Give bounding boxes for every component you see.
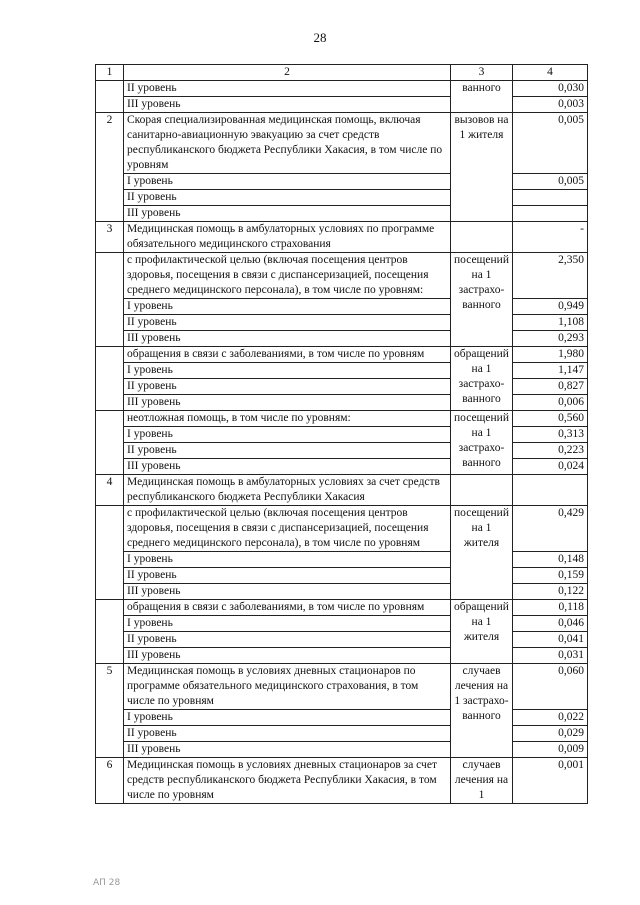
- value-cell: 0,022: [513, 710, 588, 726]
- value-cell: 0,313: [513, 427, 588, 443]
- row-number-cell: [96, 347, 124, 411]
- table-row: [96, 710, 588, 726]
- indicator-name-cell: II уровень: [124, 443, 451, 459]
- table-row: [96, 299, 588, 315]
- value-cell: 0,122: [513, 584, 588, 600]
- table-row: [96, 174, 588, 190]
- indicator-name-cell: Медицинская помощь в амбулаторных условиях за счет средств республиканского бюджета Республики Хакасия: [124, 475, 451, 506]
- table-row: [96, 395, 588, 411]
- value-cell: 0,293: [513, 331, 588, 347]
- value-cell: 0,041: [513, 632, 588, 648]
- value-cell: 0,827: [513, 379, 588, 395]
- indicator-name-cell: III уровень: [124, 206, 451, 222]
- value-cell: 0,009: [513, 742, 588, 758]
- unit-cell: случаев лечения на 1 застрахо-ванного: [451, 664, 513, 758]
- row-number-cell: [96, 411, 124, 475]
- value-cell: 0,046: [513, 616, 588, 632]
- value-cell: [513, 475, 588, 506]
- row-number-cell: 6: [96, 758, 124, 804]
- row-number-cell: [96, 600, 124, 664]
- table-row: [96, 616, 588, 632]
- value-cell: 0,148: [513, 552, 588, 568]
- indicator-name-cell: Медицинская помощь в амбулаторных условиях по программе обязательного медицинского страхования: [124, 222, 451, 253]
- value-cell: 0,029: [513, 726, 588, 742]
- table-row: [96, 190, 588, 206]
- table-header: [96, 65, 588, 81]
- value-cell: 1,147: [513, 363, 588, 379]
- indicator-name-cell: II уровень: [124, 190, 451, 206]
- value-cell: 0,006: [513, 395, 588, 411]
- indicator-name-cell: неотложная помощь, в том числе по уровням:: [124, 411, 451, 427]
- table-row: [96, 742, 588, 758]
- indicator-name-cell: II уровень: [124, 81, 451, 97]
- table-row: [96, 443, 588, 459]
- indicator-name-cell: II уровень: [124, 315, 451, 331]
- header-col-2: 2: [124, 65, 451, 81]
- row-number-cell: 2: [96, 113, 124, 222]
- medical-care-volume-table: [95, 64, 588, 804]
- value-cell: 0,159: [513, 568, 588, 584]
- header-col-1: 1: [96, 65, 124, 81]
- table-row: [96, 758, 588, 804]
- table-row: [96, 206, 588, 222]
- unit-cell: обращений на 1 застрахо-ванного: [451, 347, 513, 411]
- value-cell: 0,223: [513, 443, 588, 459]
- table-row: [96, 600, 588, 616]
- page-number: 28: [313, 30, 327, 45]
- indicator-name-cell: Скорая специализированная медицинская помощь, включая санитарно-авиационную эвакуацию за счет средств республиканского бюджета Республики Хакасия, в том числе по уровням: [124, 113, 451, 174]
- value-cell: 0,003: [513, 97, 588, 113]
- indicator-name-cell: I уровень: [124, 174, 451, 190]
- table-row: [96, 568, 588, 584]
- value-cell: 0,024: [513, 459, 588, 475]
- indicator-name-cell: Медицинская помощь в условиях дневных стационаров за счет средств республиканского бюджета Республики Хакасия, в том числе по уровням: [124, 758, 451, 804]
- indicator-name-cell: III уровень: [124, 648, 451, 664]
- indicator-name-cell: II уровень: [124, 632, 451, 648]
- unit-cell: посещений на 1 застрахо-ванного: [451, 253, 513, 347]
- value-cell: 0,060: [513, 664, 588, 710]
- unit-cell: [451, 475, 513, 506]
- unit-cell: вызовов на 1 жителя: [451, 113, 513, 222]
- indicator-name-cell: II уровень: [124, 379, 451, 395]
- indicator-name-cell: III уровень: [124, 97, 451, 113]
- value-cell: 0,118: [513, 600, 588, 616]
- table-row: [96, 475, 588, 506]
- indicator-name-cell: II уровень: [124, 568, 451, 584]
- unit-cell: случаев лечения на 1: [451, 758, 513, 804]
- value-cell: 1,980: [513, 347, 588, 363]
- table-row: [96, 726, 588, 742]
- table-row: [96, 506, 588, 552]
- table-row: [96, 222, 588, 253]
- indicator-name-cell: обращения в связи с заболеваниями, в том числе по уровням: [124, 600, 451, 616]
- table-row: [96, 379, 588, 395]
- row-number-cell: 5: [96, 664, 124, 758]
- value-cell: 0,030: [513, 81, 588, 97]
- table-row: [96, 97, 588, 113]
- table-row: [96, 253, 588, 299]
- value-cell: 1,108: [513, 315, 588, 331]
- row-number-cell: [96, 81, 124, 113]
- indicator-name-cell: обращения в связи с заболеваниями, в том числе по уровням: [124, 347, 451, 363]
- table-row: [96, 427, 588, 443]
- indicator-name-cell: с профилактической целью (включая посещения центров здоровья, посещения в связи с диспансеризацией, посещения среднего медицинского персонала), в том числе по уровням:: [124, 253, 451, 299]
- unit-cell: посещений на 1 застрахо-ванного: [451, 411, 513, 475]
- header-col-3: 3: [451, 65, 513, 81]
- indicator-name-cell: III уровень: [124, 459, 451, 475]
- value-cell: [513, 190, 588, 206]
- indicator-name-cell: I уровень: [124, 710, 451, 726]
- table-row: [96, 81, 588, 97]
- unit-cell: обращений на 1 жителя: [451, 600, 513, 664]
- table-header-row: [96, 65, 588, 81]
- indicator-name-cell: Медицинская помощь в условиях дневных стационаров по программе обязательного медицинского страхования, в том числе по уровням: [124, 664, 451, 710]
- value-cell: 0,001: [513, 758, 588, 804]
- table-row: [96, 584, 588, 600]
- table-row: [96, 363, 588, 379]
- table-row: [96, 632, 588, 648]
- value-cell: 2,350: [513, 253, 588, 299]
- table-row: [96, 552, 588, 568]
- value-cell: [513, 206, 588, 222]
- row-number-cell: 4: [96, 475, 124, 506]
- table-row: [96, 347, 588, 363]
- value-cell: 0,005: [513, 174, 588, 190]
- indicator-name-cell: III уровень: [124, 584, 451, 600]
- indicator-name-cell: I уровень: [124, 299, 451, 315]
- indicator-name-cell: I уровень: [124, 427, 451, 443]
- unit-cell: [451, 222, 513, 253]
- table-row: [96, 331, 588, 347]
- row-number-cell: [96, 506, 124, 600]
- table-row: [96, 459, 588, 475]
- table-row: [96, 648, 588, 664]
- value-cell: 0,005: [513, 113, 588, 174]
- table-row: [96, 113, 588, 174]
- value-cell: 0,429: [513, 506, 588, 552]
- unit-cell: посещений на 1 жителя: [451, 506, 513, 600]
- indicator-name-cell: III уровень: [124, 331, 451, 347]
- indicator-name-cell: I уровень: [124, 616, 451, 632]
- table-row: [96, 315, 588, 331]
- table-body: [96, 81, 588, 804]
- value-cell: 0,031: [513, 648, 588, 664]
- value-cell: -: [513, 222, 588, 253]
- row-number-cell: 3: [96, 222, 124, 253]
- row-number-cell: [96, 253, 124, 347]
- indicator-name-cell: II уровень: [124, 726, 451, 742]
- table-row: [96, 664, 588, 710]
- indicator-name-cell: III уровень: [124, 395, 451, 411]
- indicator-name-cell: с профилактической целью (включая посещения центров здоровья, посещения в связи с диспансеризацией, посещения среднего медицинского персонала), в том числе по уровням: [124, 506, 451, 552]
- footer-mark: АП 28: [93, 878, 121, 888]
- header-col-4: 4: [513, 65, 588, 81]
- indicator-name-cell: III уровень: [124, 742, 451, 758]
- indicator-name-cell: I уровень: [124, 552, 451, 568]
- table-row: [96, 411, 588, 427]
- indicator-name-cell: I уровень: [124, 363, 451, 379]
- value-cell: 0,949: [513, 299, 588, 315]
- value-cell: 0,560: [513, 411, 588, 427]
- unit-cell: ванного: [451, 81, 513, 113]
